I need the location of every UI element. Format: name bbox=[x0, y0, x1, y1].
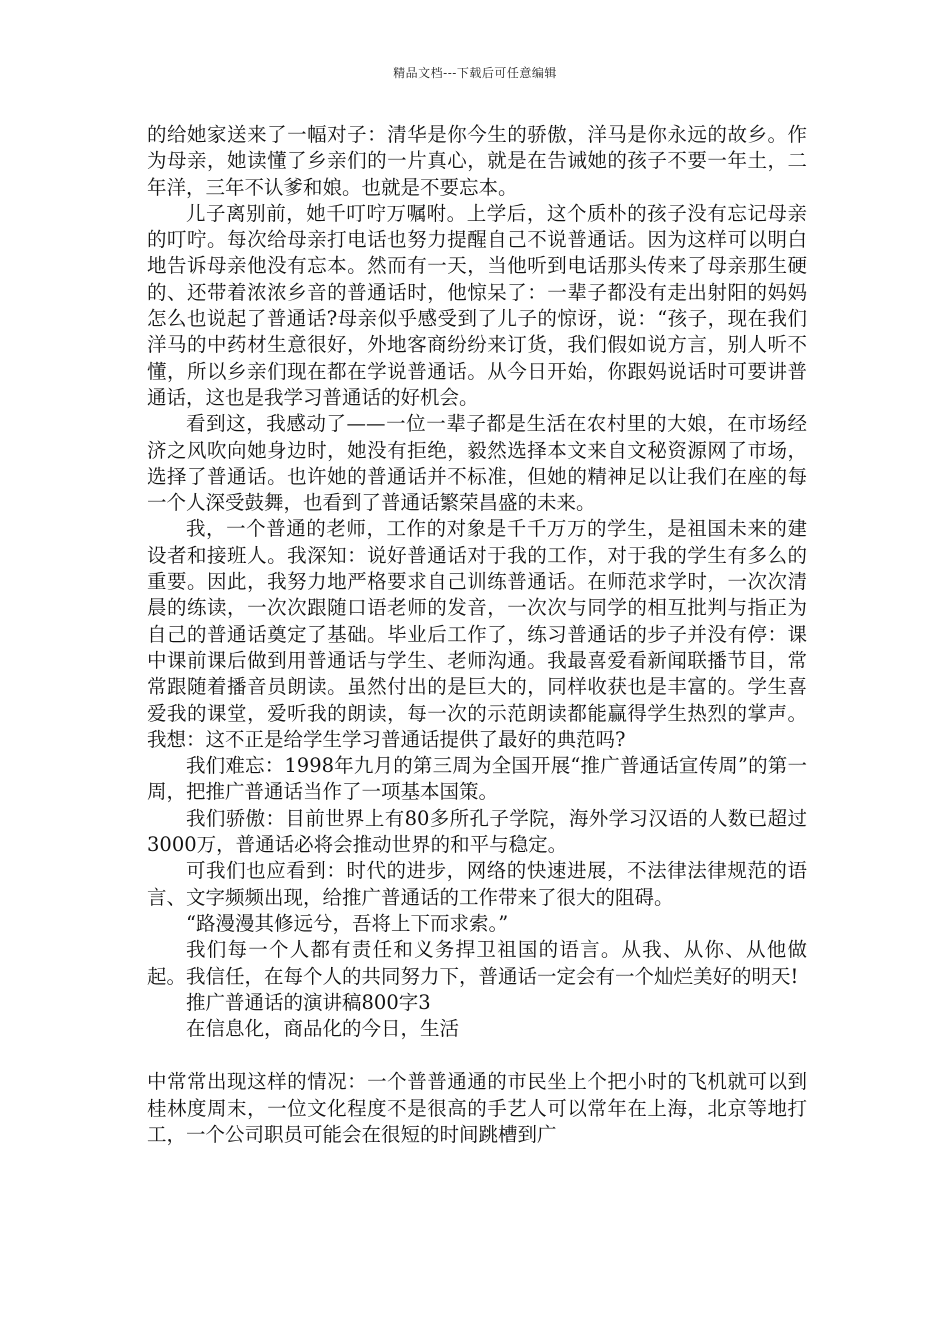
paragraph-5: 我们难忘：1998年九月的第三周为全国开展“推广普通话宣传周”的第一周，把推广普通话当作了一项基本国策。 bbox=[147, 754, 807, 804]
paragraph-8: 我们每一个人都有责任和义务捍卫祖国的语言。从我、从你、从他做起。我信任，在每个人的共同努力下，普通话一定会有一个灿烂美好的明天! bbox=[147, 938, 807, 988]
page-header: 精品文档---下载后可任意编辑 bbox=[393, 66, 557, 80]
paragraph-6: 我们骄傲：目前世界上有80多所孔子学院，海外学习汉语的人数已超过3000万，普通话必将会推动世界的和平与稳定。 bbox=[147, 806, 807, 857]
paragraph-7: 可我们也应看到：时代的进步，网络的快速进展，不法律法律规范的语言、文字频频出现，给推广普通话的工作带来了很大的阻碍。 bbox=[147, 859, 807, 909]
paragraph-4: 我，一个普通的老师，工作的对象是千千万万的学生，是祖国未来的建设者和接班人。我深知：说好普通话对于我的工作，对于我的学生有多么的重要。因此，我努力地严格要求自己训练普通话。在师范求学时，一次次清晨的练读，一次次跟随口语老师的发音，一次次与同学的相互批判与指正为自己的普通话奠定了基础。毕业后工作了，练习普通话的步子并没有停：课中课前课后做到用普通话与学生、老师沟通。我最喜爱看新闻联播节目，常常跟随着播音员朗读。虽然付出的是巨大的，同样收获也是丰富的。学生喜爱我的课堂，爱听我的朗读，每一次的示范朗读都能赢得学生热烈的掌声。我想：这不正是给学生学习普通话提供了最好的典范吗? bbox=[147, 517, 807, 751]
paragraph-3: 看到这，我感动了——一位一辈子都是生活在农村里的大娘，在市场经济之风吹向她身边时，她没有拒绝，毅然选择本文来自文秘资源网了市场，选择了普通话。也许她的普通话并不标准，但她的精神足以让我们在座的每一个人深受鼓舞，也看到了普通话繁荣昌盛的未来。 bbox=[147, 412, 807, 515]
paragraph-1: 的给她家送来了一幅对子：清华是你今生的骄傲，洋马是你永远的故乡。作为母亲，她读懂了乡亲们的一片真心，就是在告诫她的孩子不要一年土，二年洋，三年不认爹和娘。也就是不要忘本。 bbox=[147, 123, 807, 199]
quote-line: “路漫漫其修远兮，吾将上下而求索。” bbox=[186, 911, 509, 935]
paragraph-2: 儿子离别前，她千叮咛万嘱咐。上学后，这个质朴的孩子没有忘记母亲的叮咛。每次给母亲打电话也努力提醒自己不说普通话。因为这样可以明白地告诉母亲他没有忘本。然而有一天，当他听到电话那头传来了母亲那生硬的、还带着浓浓乡音的普通话时，他惊呆了：一辈子都没有走出射阳的妈妈怎么也说起了普通话?母亲似乎感受到了儿子的惊讶，说：“孩子，现在我们洋马的中药材生意很好，外地客商纷纷来订货，我们假如说方言，别人听不懂，所以乡亲们现在都在学说普通话。从今日开始，你跟妈说话时可要讲普通话，这也是我学习普通话的好机会。 bbox=[147, 201, 807, 409]
section-title: 推广普通话的演讲稿800字3 bbox=[186, 990, 431, 1014]
document-body bbox=[147, 122, 807, 1148]
paragraph-10: 中常常出现这样的情况：一个普普通通的市民坐上个把小时的飞机就可以到桂林度周末，一位文化程度不是很高的手艺人可以常年在上海，北京等地打工，一个公司职员可能会在很短的时间跳槽到广 bbox=[147, 1070, 807, 1146]
paragraph-9: 在信息化，商品化的今日，生活 bbox=[186, 1017, 460, 1041]
